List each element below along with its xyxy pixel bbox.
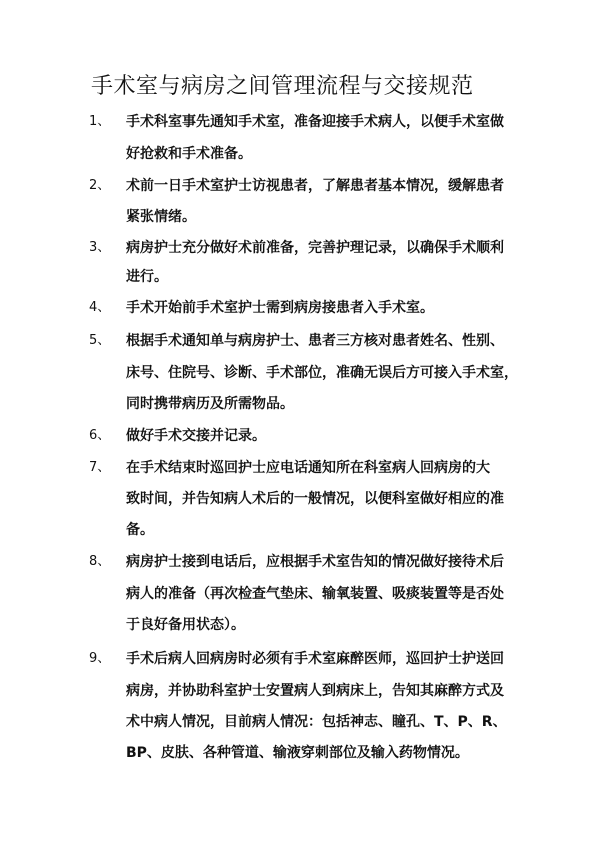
item-number: 4、 [89, 300, 111, 315]
item-number: 1、 [89, 114, 111, 129]
item-text-line: 根据手术通知单与病房护士、患者三方核对患者姓名、性别、 [126, 333, 504, 349]
item-number: 5、 [89, 333, 111, 348]
item-number: 9、 [89, 651, 111, 666]
item-text-line: 手术后病人回病房时必须有手术室麻醉医师，巡回护士护送回 [126, 651, 504, 667]
item-number: 6、 [89, 428, 111, 443]
document-title: 手术室与病房之间管理流程与交接规范 [91, 74, 474, 99]
item-text-line: 术中病人情况，目前病人情况：包括神志、瞳孔、T、P、R、 [126, 714, 507, 730]
item-number: 8、 [89, 554, 111, 569]
item-text-line: 进行。 [126, 269, 168, 285]
item-text-line: 致时间，并告知病人术后的一般情况，以便科室做好相应的准 [126, 491, 504, 507]
item-text-line: 做好手术交接并记录。 [126, 428, 266, 444]
item-text-line: 紧张情绪。 [126, 209, 196, 225]
item-text-line: 病房护士接到电话后，应根据手术室告知的情况做好接待术后 [126, 554, 504, 570]
item-text-line: 病房，并协助科室护士安置病人到病床上，告知其麻醉方式及 [126, 683, 504, 699]
item-number: 3、 [89, 240, 111, 255]
item-text-line: 床号、住院号、诊断、手术部位，准确无误后方可接入手术室， [126, 365, 518, 381]
item-text-line: 同时携带病历及所需物品。 [126, 396, 294, 412]
item-text-line: 于良好备用状态）。 [126, 617, 245, 633]
item-text-line: BP、皮肤、各种管道、输液穿刺部位及输入药物情况。 [126, 745, 469, 761]
item-text-line: 病人的准备（再次检查气垫床、输氧装置、吸痰装置等是否处 [126, 586, 504, 602]
item-text-line: 病房护士充分做好术前准备，完善护理记录，以确保手术顺利 [126, 240, 504, 256]
item-number: 7、 [89, 460, 111, 475]
item-number: 2、 [89, 178, 111, 193]
item-text-line: 术前一日手术室护士访视患者，了解患者基本情况，缓解患者 [126, 178, 504, 194]
item-text-line: 在手术结束时巡回护士应电话通知所在科室病人回病房的大 [126, 460, 490, 476]
item-text-line: 手术科室事先通知手术室，准备迎接手术病人，以便手术室做 [126, 114, 504, 130]
item-text-line: 好抢救和手术准备。 [126, 146, 252, 162]
item-text-line: 备。 [126, 522, 154, 538]
item-text-line: 手术开始前手术室护士需到病房接患者入手术室。 [126, 300, 434, 316]
